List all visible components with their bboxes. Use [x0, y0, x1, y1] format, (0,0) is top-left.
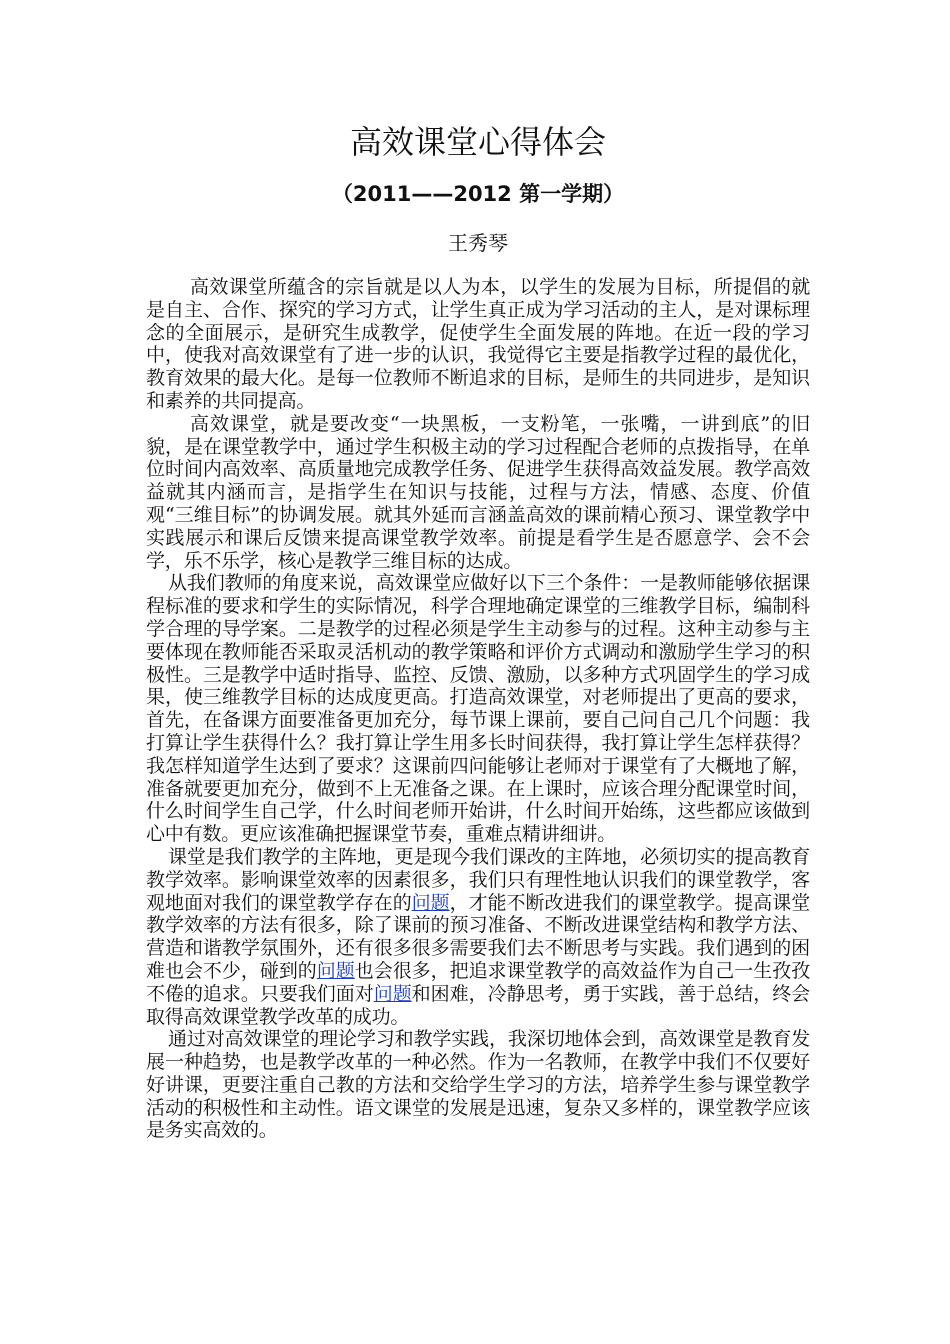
document-subtitle: （2011——2012 第一学期） — [331, 182, 625, 206]
paragraph-text: 课堂是我们教学的主阵地，更是现今我们课改的主阵地，必须切实的提高教育教学效率。影响课堂效率的因素很多，我们只有理性地认识我们的课堂教学，客观地面对我们的课堂教学存在的 — [146, 845, 810, 914]
hyperlink-wenti[interactable]: 问题 — [373, 982, 412, 1005]
document-body — [146, 276, 810, 1142]
hyperlink-wenti[interactable]: 问题 — [411, 891, 450, 914]
paragraph-text: ，才能不断改进我们的课堂教学。提高课堂教学效率的方法有很多，除了课前的预习准备、不断改进课堂结构和教学方法、营造和谐教学氛围外，还有很多很多需要我们去不断思考与实践。我们遇到的困难也会不少，碰到的 — [146, 891, 810, 982]
paragraph — [146, 276, 810, 413]
paragraph-text: 和困难，冷静思考，勇于实践，善于总结，终会取得高效课堂教学改革的成功。 — [146, 982, 810, 1028]
paragraph-text: 也会很多，把追求课堂教学的高效益作为自己一生孜孜不倦的追求。只要我们面对 — [146, 959, 810, 1005]
document-title: 高效课堂心得体会 — [349, 123, 606, 161]
document-author: 王秀琴 — [448, 231, 508, 255]
hyperlink-wenti[interactable]: 问题 — [316, 959, 355, 982]
paragraph — [146, 413, 810, 573]
paragraph — [146, 846, 810, 1028]
paragraph-text: 从我们教师的角度来说，高效课堂应做好以下三个条件：一是教师能够依据课程标准的要求和学生的实际情况，科学合理地确定课堂的三维教学目标，编制科学合理的导学案。二是教学的过程必须是学生主动参与的过程。这种主动参与主要体现在教师能否采取灵活机动的教学策略和评价方式调动和激励学生学习的积极性。三是教学中适时指导、监控、反馈、激励，以多种方式巩固学生的学习成果，使三维教学目标的达成度更高。打造高效课堂，对老师提出了更高的要求，首先，在备课方面要准备更加充分，每节课上课前，要自己问自己几个问题：我打算让学生获得什么？我打算让学生用多长时间获得，我打算让学生怎样获得？我怎样知道学生达到了要求？这课前四问能够让老师对于课堂有了大概地了解，准备就要更加充分，做到不上无准备之课。在上课时，应该合理分配课堂时间，什么时间学生自己学，什么时间老师开始讲，什么时间开始练，这些都应该做到心中有数。更应该准确把握课堂节奏，重难点精讲细讲。 — [146, 572, 810, 846]
paragraph-text: 高效课堂，就是要改变“一块黑板，一支粉笔，一张嘴，一讲到底”的旧貌，是在课堂教学中，通过学生积极主动的学习过程配合老师的点拨指导，在单位时间内高效率、高质量地完成教学任务、促进学生获得高效益发展。教学高效益就其内涵而言，是指学生在知识与技能，过程与方法，情感、态度、价值观“三维目标”的协调发展。就其外延而言涵盖高效的课前精心预习、课堂教学中实践展示和课后反馈来提高课堂教学效率。前提是看学生是否愿意学、会不会学，乐不乐学，核心是教学三维目标的达成。 — [146, 412, 810, 572]
paragraph-text: 高效课堂所蕴含的宗旨就是以人为本，以学生的发展为目标，所提倡的就是自主、合作、探究的学习方式，让学生真正成为学习活动的主人，是对课标理念的全面展示，是研究生成教学，促使学生全面发展的阵地。在近一段的学习中，使我对高效课堂有了进一步的认识，我觉得它主要是指教学过程的最优化，教育效果的最大化。是每一位教师不断追求的目标，是师生的共同进步，是知识和素养的共同提高。 — [146, 276, 810, 412]
paragraph-text: 通过对高效课堂的理论学习和教学实践，我深切地体会到，高效课堂是教育发展一种趋势，也是教学改革的一种必然。作为一名教师，在教学中我们不仅要好好讲课，更要注重自己教的方法和交给学生学习的方法，培养学生参与课堂教学活动的积极性和主动性。语文课堂的发展是迅速，复杂又多样的，课堂教学应该是务实高效的。 — [146, 1028, 810, 1142]
paragraph — [146, 572, 810, 846]
paragraph — [146, 1028, 810, 1142]
